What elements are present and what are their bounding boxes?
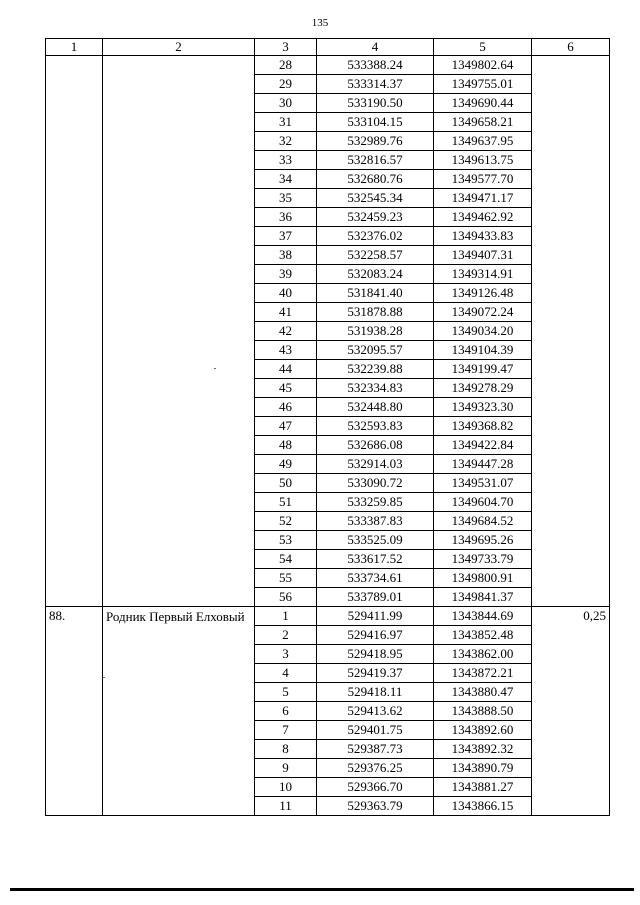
column-header: 5 (434, 39, 532, 56)
x-coordinate: 533190.50 (317, 94, 434, 113)
x-coordinate: 533314.37 (317, 75, 434, 94)
y-coordinate: 1349422.84 (434, 436, 532, 455)
page-number: 135 (311, 17, 329, 29)
x-coordinate: 532686.08 (317, 436, 434, 455)
object-name: Родник Первый Елховый (103, 607, 255, 816)
x-coordinate: 532376.02 (317, 227, 434, 246)
y-coordinate: 1349314.91 (434, 265, 532, 284)
point-number: 55 (255, 569, 317, 588)
column-header: 3 (255, 39, 317, 56)
point-number: 28 (255, 56, 317, 75)
y-coordinate: 1343888.50 (434, 702, 532, 721)
x-coordinate: 532459.23 (317, 208, 434, 227)
object-area (532, 56, 610, 607)
x-coordinate: 532816.57 (317, 151, 434, 170)
x-coordinate: 529419.37 (317, 664, 434, 683)
y-coordinate: 1343866.15 (434, 797, 532, 816)
y-coordinate: 1349407.31 (434, 246, 532, 265)
column-header: 6 (532, 39, 610, 56)
y-coordinate: 1349104.39 (434, 341, 532, 360)
point-number: 7 (255, 721, 317, 740)
x-coordinate: 529401.75 (317, 721, 434, 740)
x-coordinate: 529418.95 (317, 645, 434, 664)
y-coordinate: 1349841.37 (434, 588, 532, 607)
y-coordinate: 1343872.21 (434, 664, 532, 683)
object-name (103, 56, 255, 607)
y-coordinate: 1349604.70 (434, 493, 532, 512)
y-coordinate: 1349695.26 (434, 531, 532, 550)
y-coordinate: 1349368.82 (434, 417, 532, 436)
x-coordinate: 531938.28 (317, 322, 434, 341)
point-number: 56 (255, 588, 317, 607)
point-number: 48 (255, 436, 317, 455)
x-coordinate: 533104.15 (317, 113, 434, 132)
point-number: 33 (255, 151, 317, 170)
point-number: 5 (255, 683, 317, 702)
y-coordinate: 1349531.07 (434, 474, 532, 493)
table-row (46, 607, 610, 626)
x-coordinate: 532334.83 (317, 379, 434, 398)
x-coordinate: 529411.99 (317, 607, 434, 626)
x-coordinate: 533789.01 (317, 588, 434, 607)
y-coordinate: 1349471.17 (434, 189, 532, 208)
x-coordinate: 529376.25 (317, 759, 434, 778)
column-header: 1 (46, 39, 103, 56)
point-number: 45 (255, 379, 317, 398)
point-number: 47 (255, 417, 317, 436)
point-number: 8 (255, 740, 317, 759)
point-number: 11 (255, 797, 317, 816)
x-coordinate: 532914.03 (317, 455, 434, 474)
y-coordinate: 1349323.30 (434, 398, 532, 417)
x-coordinate: 532095.57 (317, 341, 434, 360)
coordinates-table (45, 38, 610, 816)
y-coordinate: 1343844.69 (434, 607, 532, 626)
x-coordinate: 531841.40 (317, 284, 434, 303)
y-coordinate: 1349684.52 (434, 512, 532, 531)
point-number: 35 (255, 189, 317, 208)
point-number: 42 (255, 322, 317, 341)
point-number: 39 (255, 265, 317, 284)
x-coordinate: 532083.24 (317, 265, 434, 284)
point-number: 32 (255, 132, 317, 151)
x-coordinate: 533734.61 (317, 569, 434, 588)
point-number: 46 (255, 398, 317, 417)
point-number: 38 (255, 246, 317, 265)
x-coordinate: 533525.09 (317, 531, 434, 550)
object-area: 0,25 (532, 607, 610, 816)
point-number: 30 (255, 94, 317, 113)
y-coordinate: 1343892.60 (434, 721, 532, 740)
y-coordinate: 1343892.32 (434, 740, 532, 759)
point-number: 1 (255, 607, 317, 626)
x-coordinate: 529363.79 (317, 797, 434, 816)
scan-speck (103, 677, 105, 678)
y-coordinate: 1349690.44 (434, 94, 532, 113)
y-coordinate: 1349433.83 (434, 227, 532, 246)
x-coordinate: 529418.11 (317, 683, 434, 702)
x-coordinate: 529413.62 (317, 702, 434, 721)
x-coordinate: 531878.88 (317, 303, 434, 322)
scan-speck (214, 368, 216, 369)
y-coordinate: 1349733.79 (434, 550, 532, 569)
x-coordinate: 532989.76 (317, 132, 434, 151)
column-header: 4 (317, 39, 434, 56)
point-number: 6 (255, 702, 317, 721)
point-number: 41 (255, 303, 317, 322)
table-row (46, 56, 610, 75)
y-coordinate: 1349072.24 (434, 303, 532, 322)
y-coordinate: 1343880.47 (434, 683, 532, 702)
x-coordinate: 532680.76 (317, 170, 434, 189)
point-number: 34 (255, 170, 317, 189)
point-number: 3 (255, 645, 317, 664)
point-number: 9 (255, 759, 317, 778)
x-coordinate: 533090.72 (317, 474, 434, 493)
y-coordinate: 1349800.91 (434, 569, 532, 588)
column-header: 2 (103, 39, 255, 56)
x-coordinate: 533387.83 (317, 512, 434, 531)
point-number: 4 (255, 664, 317, 683)
point-number: 51 (255, 493, 317, 512)
point-number: 54 (255, 550, 317, 569)
point-number: 31 (255, 113, 317, 132)
y-coordinate: 1349802.64 (434, 56, 532, 75)
point-number: 44 (255, 360, 317, 379)
point-number: 50 (255, 474, 317, 493)
y-coordinate: 1349755.01 (434, 75, 532, 94)
point-number: 40 (255, 284, 317, 303)
footer-rule (10, 888, 634, 891)
x-coordinate: 533388.24 (317, 56, 434, 75)
y-coordinate: 1343862.00 (434, 645, 532, 664)
point-number: 52 (255, 512, 317, 531)
point-number: 53 (255, 531, 317, 550)
y-coordinate: 1349447.28 (434, 455, 532, 474)
object-number (46, 56, 103, 607)
object-number: 88. (46, 607, 103, 816)
x-coordinate: 532545.34 (317, 189, 434, 208)
point-number: 43 (255, 341, 317, 360)
point-number: 36 (255, 208, 317, 227)
y-coordinate: 1349637.95 (434, 132, 532, 151)
x-coordinate: 533617.52 (317, 550, 434, 569)
y-coordinate: 1349658.21 (434, 113, 532, 132)
point-number: 2 (255, 626, 317, 645)
y-coordinate: 1349577.70 (434, 170, 532, 189)
y-coordinate: 1349278.29 (434, 379, 532, 398)
x-coordinate: 532258.57 (317, 246, 434, 265)
y-coordinate: 1349613.75 (434, 151, 532, 170)
y-coordinate: 1349462.92 (434, 208, 532, 227)
x-coordinate: 529366.70 (317, 778, 434, 797)
x-coordinate: 529416.97 (317, 626, 434, 645)
y-coordinate: 1343890.79 (434, 759, 532, 778)
point-number: 37 (255, 227, 317, 246)
x-coordinate: 532239.88 (317, 360, 434, 379)
x-coordinate: 529387.73 (317, 740, 434, 759)
y-coordinate: 1349034.20 (434, 322, 532, 341)
point-number: 29 (255, 75, 317, 94)
point-number: 10 (255, 778, 317, 797)
y-coordinate: 1349199.47 (434, 360, 532, 379)
header-row (46, 39, 610, 56)
x-coordinate: 532448.80 (317, 398, 434, 417)
x-coordinate: 533259.85 (317, 493, 434, 512)
y-coordinate: 1343881.27 (434, 778, 532, 797)
y-coordinate: 1349126.48 (434, 284, 532, 303)
point-number: 49 (255, 455, 317, 474)
x-coordinate: 532593.83 (317, 417, 434, 436)
y-coordinate: 1343852.48 (434, 626, 532, 645)
